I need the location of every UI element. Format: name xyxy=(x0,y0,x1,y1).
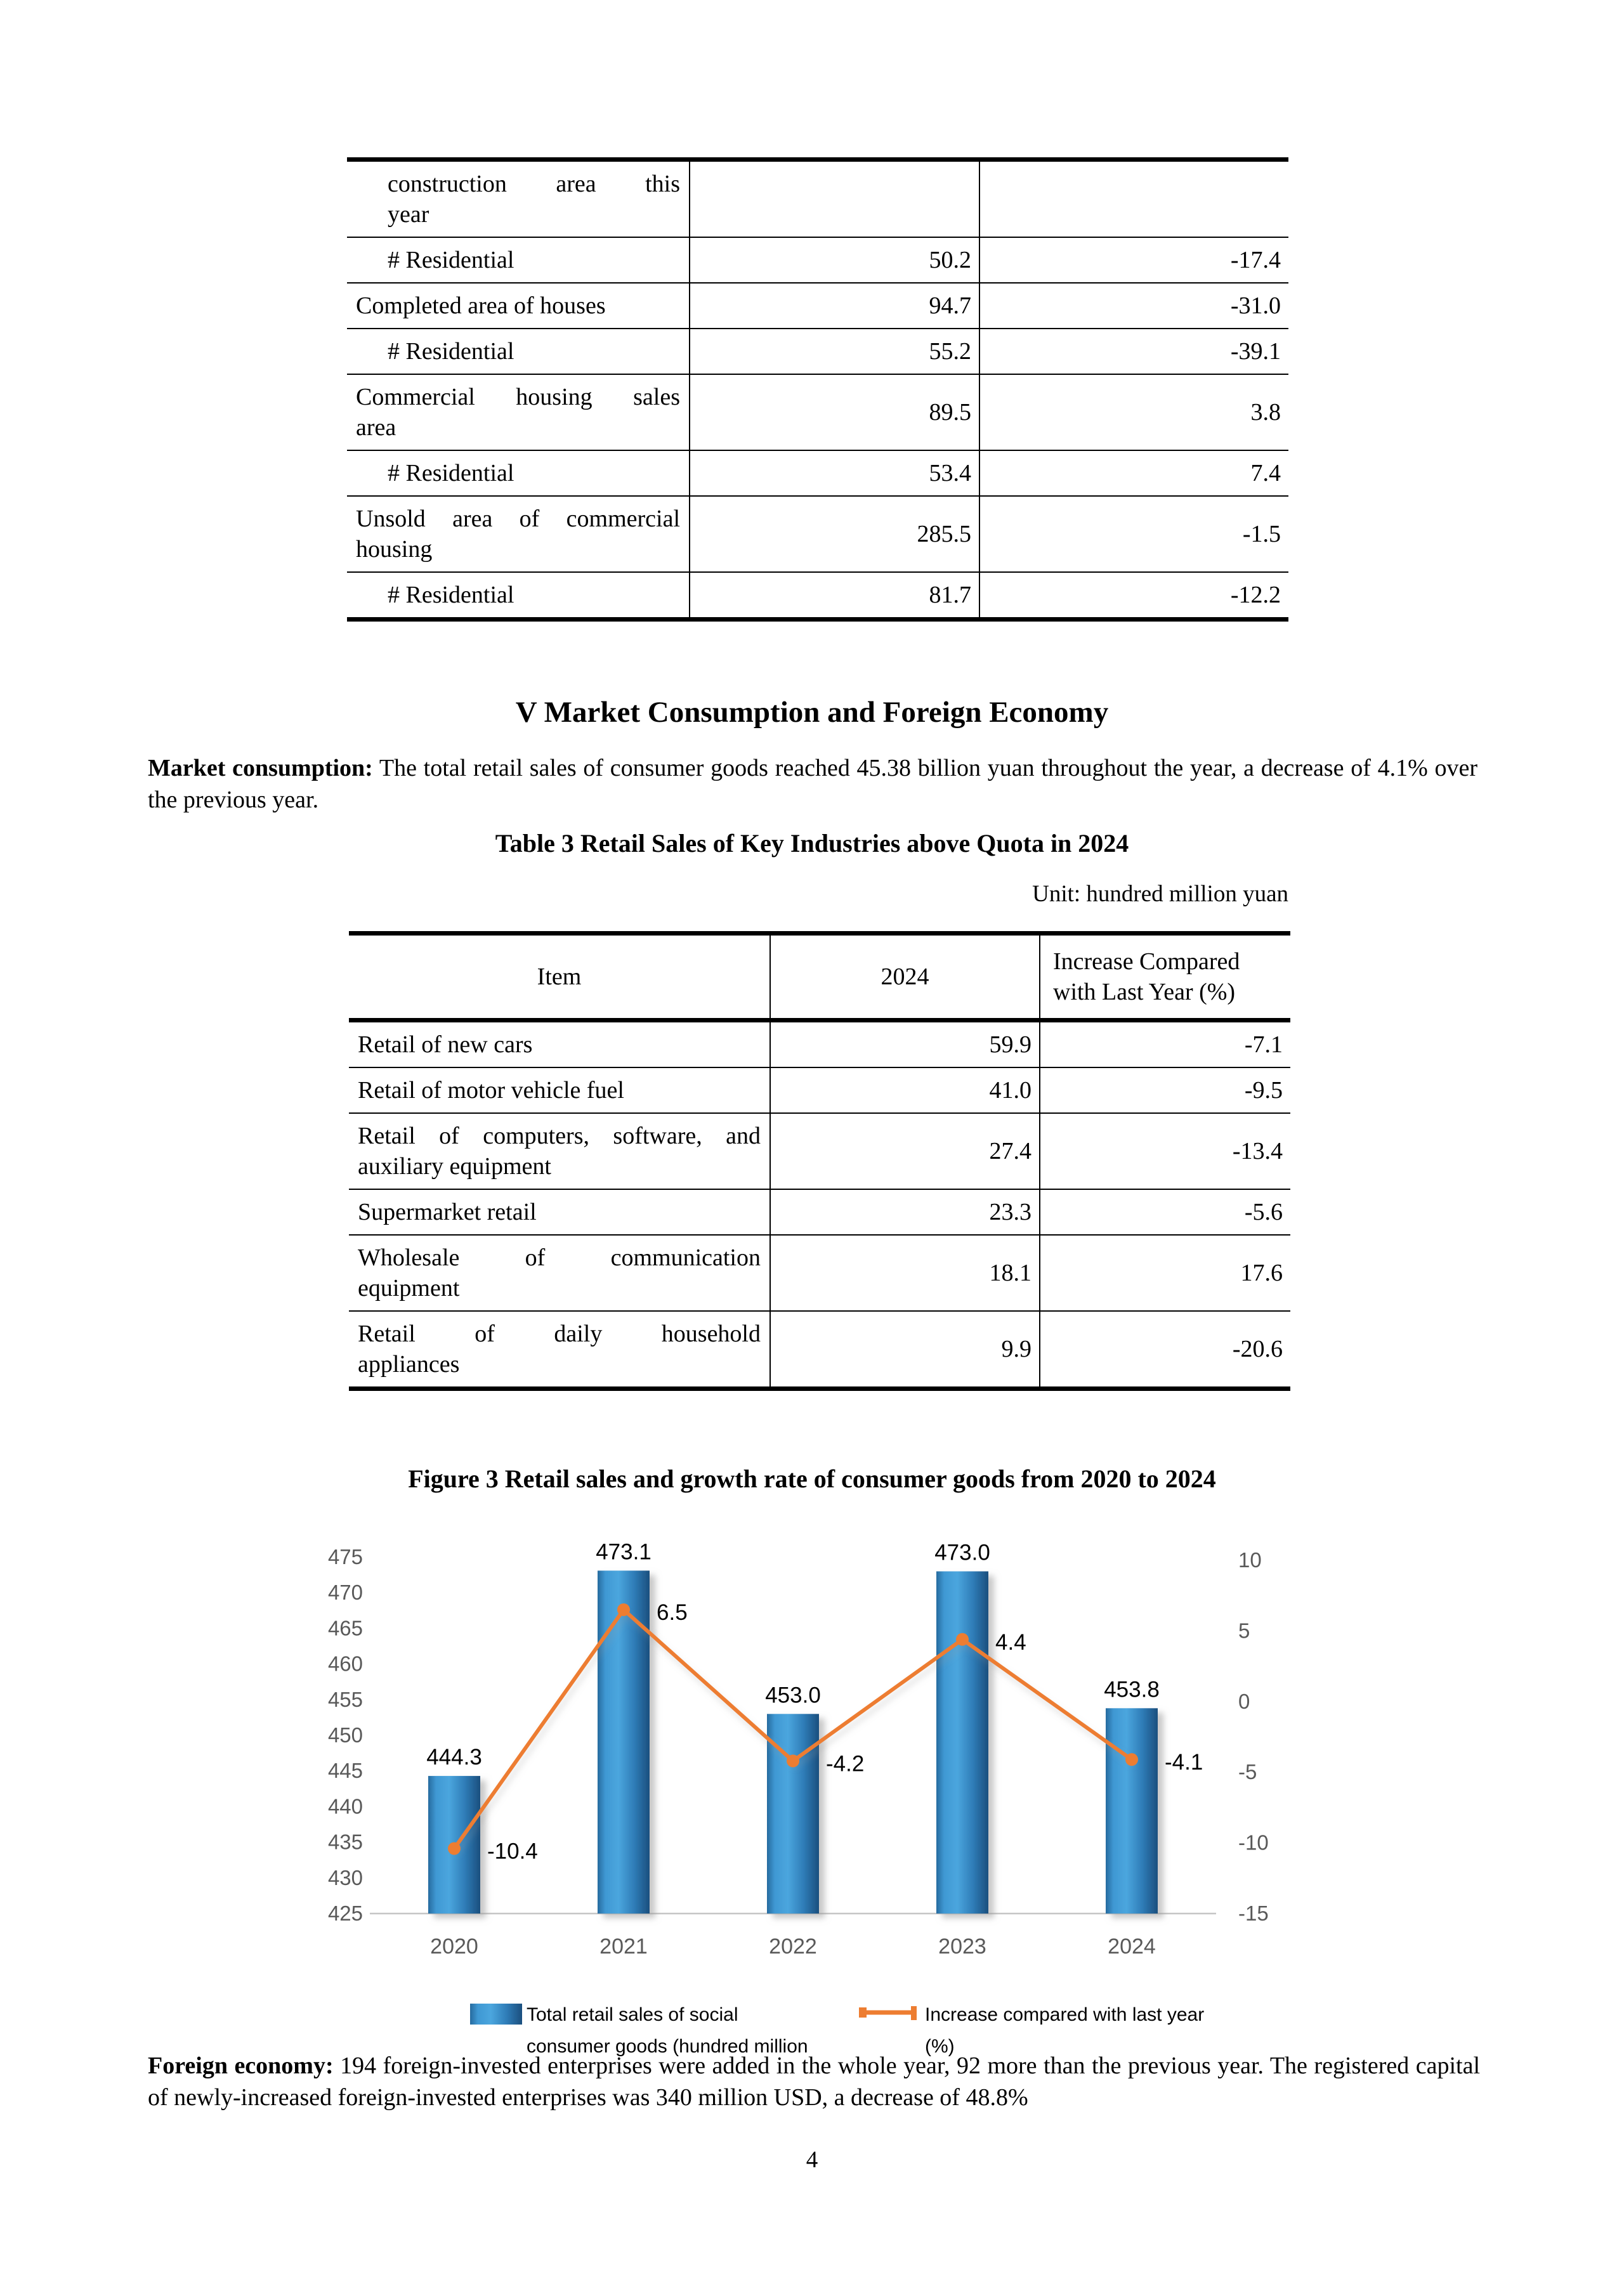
item-cell xyxy=(349,1311,770,1389)
item-cell xyxy=(349,1235,770,1311)
left-axis-tick-label: 470 xyxy=(327,1581,363,1605)
foreign-economy-lead: Foreign economy: xyxy=(148,2052,334,2079)
x-axis-category-label: 2022 xyxy=(769,1934,817,1959)
bar-2021 xyxy=(598,1570,650,1914)
table-row xyxy=(349,1113,1290,1189)
line-data-label: -10.4 xyxy=(487,1839,538,1864)
left-axis-tick-label: 430 xyxy=(327,1865,363,1889)
item-line: Commercial housing sales xyxy=(356,384,680,410)
increase-cell: -17.4 xyxy=(979,237,1288,283)
value-2024-cell: 94.7 xyxy=(690,283,979,329)
table2-body xyxy=(349,1021,1290,1389)
page-number: 4 xyxy=(806,2147,818,2173)
item-cell xyxy=(347,160,690,238)
item-line: Supermarket retail xyxy=(358,1199,537,1225)
legend-bar-label: consumer goods (hundred million xyxy=(527,2036,808,2057)
line-data-label: -4.1 xyxy=(1165,1750,1203,1775)
table-row xyxy=(347,374,1288,450)
value-2024-cell: 50.2 xyxy=(690,237,979,283)
table-row xyxy=(347,572,1288,620)
bar-2024 xyxy=(1106,1708,1158,1914)
increase-cell: -12.2 xyxy=(1230,582,1281,608)
left-axis-tick-label: 440 xyxy=(327,1794,363,1818)
table-row xyxy=(347,329,1288,374)
bar-data-label: 473.0 xyxy=(934,1540,990,1565)
x-axis-category-label: 2023 xyxy=(938,1934,986,1959)
left-axis-tick-label: 435 xyxy=(327,1830,363,1854)
item-cell xyxy=(347,374,690,450)
figure3-caption: Figure 3 Retail sales and growth rate of consumer goods from 2020 to 2024 xyxy=(408,1464,1216,1493)
right-axis-tick-label: -15 xyxy=(1238,1901,1269,1925)
item-line: Retail of new cars xyxy=(358,1031,533,1058)
increase-cell: 7.4 xyxy=(979,450,1288,496)
item-line: appliances xyxy=(358,1351,460,1378)
right-axis-tick-label: -5 xyxy=(1238,1760,1257,1784)
increase-cell: 17.6 xyxy=(1040,1235,1290,1311)
left-axis-tick-label: 425 xyxy=(327,1901,363,1925)
bar-data-label: 473.1 xyxy=(596,1539,652,1565)
item-line: # Residential xyxy=(388,338,514,365)
section-heading: V Market Consumption and Foreign Economy xyxy=(515,696,1109,729)
right-axis-tick-label: 0 xyxy=(1238,1689,1250,1713)
table-row xyxy=(347,160,1288,238)
table-header-row xyxy=(349,934,1290,1021)
table-row xyxy=(347,450,1288,496)
retail-sales-table xyxy=(349,931,1290,1391)
real-estate-table-continued xyxy=(347,157,1288,622)
right-axis-tick-label: 10 xyxy=(1238,1548,1262,1572)
retail-sales-chart xyxy=(298,1510,1351,2068)
item-line: Retail of motor vehicle fuel xyxy=(358,1077,624,1104)
x-axis-category-label: 2021 xyxy=(599,1934,648,1959)
table-row xyxy=(349,1021,1290,1068)
table-row xyxy=(347,496,1288,572)
right-axis-tick-label: 5 xyxy=(1238,1619,1250,1643)
line-data-label: 4.4 xyxy=(995,1629,1026,1655)
header-increase: Increase Compared with Last Year (%) xyxy=(1040,934,1290,1021)
value-2024-cell: 9.9 xyxy=(770,1311,1040,1389)
legend-bar-label: Total retail sales of social xyxy=(527,2004,738,2025)
legend-line-marker xyxy=(911,2006,917,2020)
foreign-economy-paragraph xyxy=(148,2050,1480,2113)
line-data-label: 6.5 xyxy=(657,1600,688,1625)
left-axis-tick-label: 465 xyxy=(327,1616,363,1640)
item-line: Retail of daily household xyxy=(358,1321,761,1347)
value-2024-cell: 18.1 xyxy=(770,1235,1040,1311)
item-line: Wholesale of communication xyxy=(358,1244,761,1271)
item-cell xyxy=(347,450,690,496)
item-cell xyxy=(347,283,690,329)
item-cell xyxy=(347,237,690,283)
item-line: equipment xyxy=(358,1275,460,1301)
increase-cell: 3.8 xyxy=(979,374,1288,450)
left-axis-tick-label: 450 xyxy=(327,1723,363,1747)
table-row xyxy=(349,1235,1290,1311)
value-2024-cell: 23.3 xyxy=(770,1189,1040,1235)
value-2024-cell: 41.0 xyxy=(770,1067,1040,1113)
item-cell xyxy=(349,1067,770,1113)
increase-cell: -20.6 xyxy=(1232,1336,1283,1362)
item-cell xyxy=(347,329,690,374)
left-axis-tick-label: 445 xyxy=(327,1759,363,1783)
line-marker xyxy=(448,1843,461,1855)
increase-cell: -31.0 xyxy=(979,283,1288,329)
legend-line-marker xyxy=(859,2007,867,2018)
item-cell xyxy=(349,1189,770,1235)
value-2024-cell xyxy=(690,160,979,238)
table1-body xyxy=(347,160,1288,620)
market-consumption-lead: Market consumption: xyxy=(148,755,373,781)
table3-unit-note: Unit: hundred million yuan xyxy=(1032,881,1288,907)
bar-2023 xyxy=(936,1571,988,1914)
left-axis-tick-label: 460 xyxy=(327,1652,363,1676)
item-line: area xyxy=(356,414,396,441)
value-2024-cell: 27.4 xyxy=(770,1113,1040,1189)
legend-line-label: Increase compared with last year xyxy=(925,2004,1205,2025)
x-axis-category-label: 2024 xyxy=(1108,1934,1156,1959)
increase-cell: -39.1 xyxy=(979,329,1288,374)
value-2024-cell: 59.9 xyxy=(770,1021,1040,1068)
item-line: auxiliary equipment xyxy=(358,1153,551,1180)
line-marker xyxy=(1125,1753,1138,1766)
x-axis-category-label: 2020 xyxy=(430,1934,478,1959)
item-line: housing xyxy=(356,536,433,563)
table-row xyxy=(347,237,1288,283)
increase-cell: -9.5 xyxy=(1040,1067,1290,1113)
value-2024-cell: 285.5 xyxy=(690,496,979,572)
foreign-economy-text: 194 foreign-invested enterprises were added in the whole year, 92 more than the previous year. The registered capital of newly-increased foreign-invested enterprises was 340 million USD, a decrease of 48.8% xyxy=(148,2052,1481,2111)
item-line: construction area this xyxy=(388,171,680,197)
line-marker xyxy=(787,1754,799,1767)
line-marker xyxy=(956,1633,969,1646)
item-cell xyxy=(349,1113,770,1189)
increase-cell: -13.4 xyxy=(1040,1113,1290,1189)
increase-cell: -7.1 xyxy=(1040,1021,1290,1068)
item-line: Retail of computers, software, and xyxy=(358,1123,761,1149)
value-2024-cell: 89.5 xyxy=(690,374,979,450)
bar-data-label: 444.3 xyxy=(426,1745,482,1770)
legend-line-label: (%) xyxy=(925,2036,955,2057)
item-cell xyxy=(349,1021,770,1068)
header-2024: 2024 xyxy=(770,934,1040,1021)
item-line: # Residential xyxy=(388,247,514,273)
item-line: Completed area of houses xyxy=(356,292,606,319)
left-axis-tick-label: 455 xyxy=(327,1687,363,1711)
table-row xyxy=(349,1189,1290,1235)
item-cell xyxy=(347,572,690,620)
value-2024-cell: 55.2 xyxy=(690,329,979,374)
header-item: Item xyxy=(349,934,770,1021)
increase-cell xyxy=(979,160,1288,238)
table3-caption: Table 3 Retail Sales of Key Industries above Quota in 2024 xyxy=(495,829,1129,858)
table-row xyxy=(347,283,1288,329)
left-axis-tick-label: 475 xyxy=(327,1545,363,1569)
table-row xyxy=(349,1311,1290,1389)
line-marker xyxy=(617,1603,630,1616)
item-line: # Residential xyxy=(388,460,514,486)
market-consumption-paragraph xyxy=(148,752,1477,816)
item-line: Unsold area of commercial xyxy=(356,506,680,532)
increase-cell: -1.5 xyxy=(979,496,1288,572)
table2-header xyxy=(349,934,1290,1021)
item-cell xyxy=(347,496,690,572)
value-2024-cell: 53.4 xyxy=(690,450,979,496)
item-line: # Residential xyxy=(388,582,514,608)
right-axis-tick-label: -10 xyxy=(1238,1830,1269,1855)
legend-bar-swatch xyxy=(470,2004,522,2025)
bar-data-label: 453.0 xyxy=(765,1683,821,1708)
line-data-label: -4.2 xyxy=(826,1751,865,1777)
item-line: year xyxy=(388,201,429,228)
increase-cell: -5.6 xyxy=(1040,1189,1290,1235)
value-2024-cell: 81.7 xyxy=(690,572,979,620)
table-row xyxy=(349,1067,1290,1113)
bar-data-label: 453.8 xyxy=(1104,1677,1160,1702)
market-consumption-text: The total retail sales of consumer goods reached 45.38 billion yuan throughout the year, a decrease of 4.1% over the previous year. xyxy=(148,755,1477,813)
